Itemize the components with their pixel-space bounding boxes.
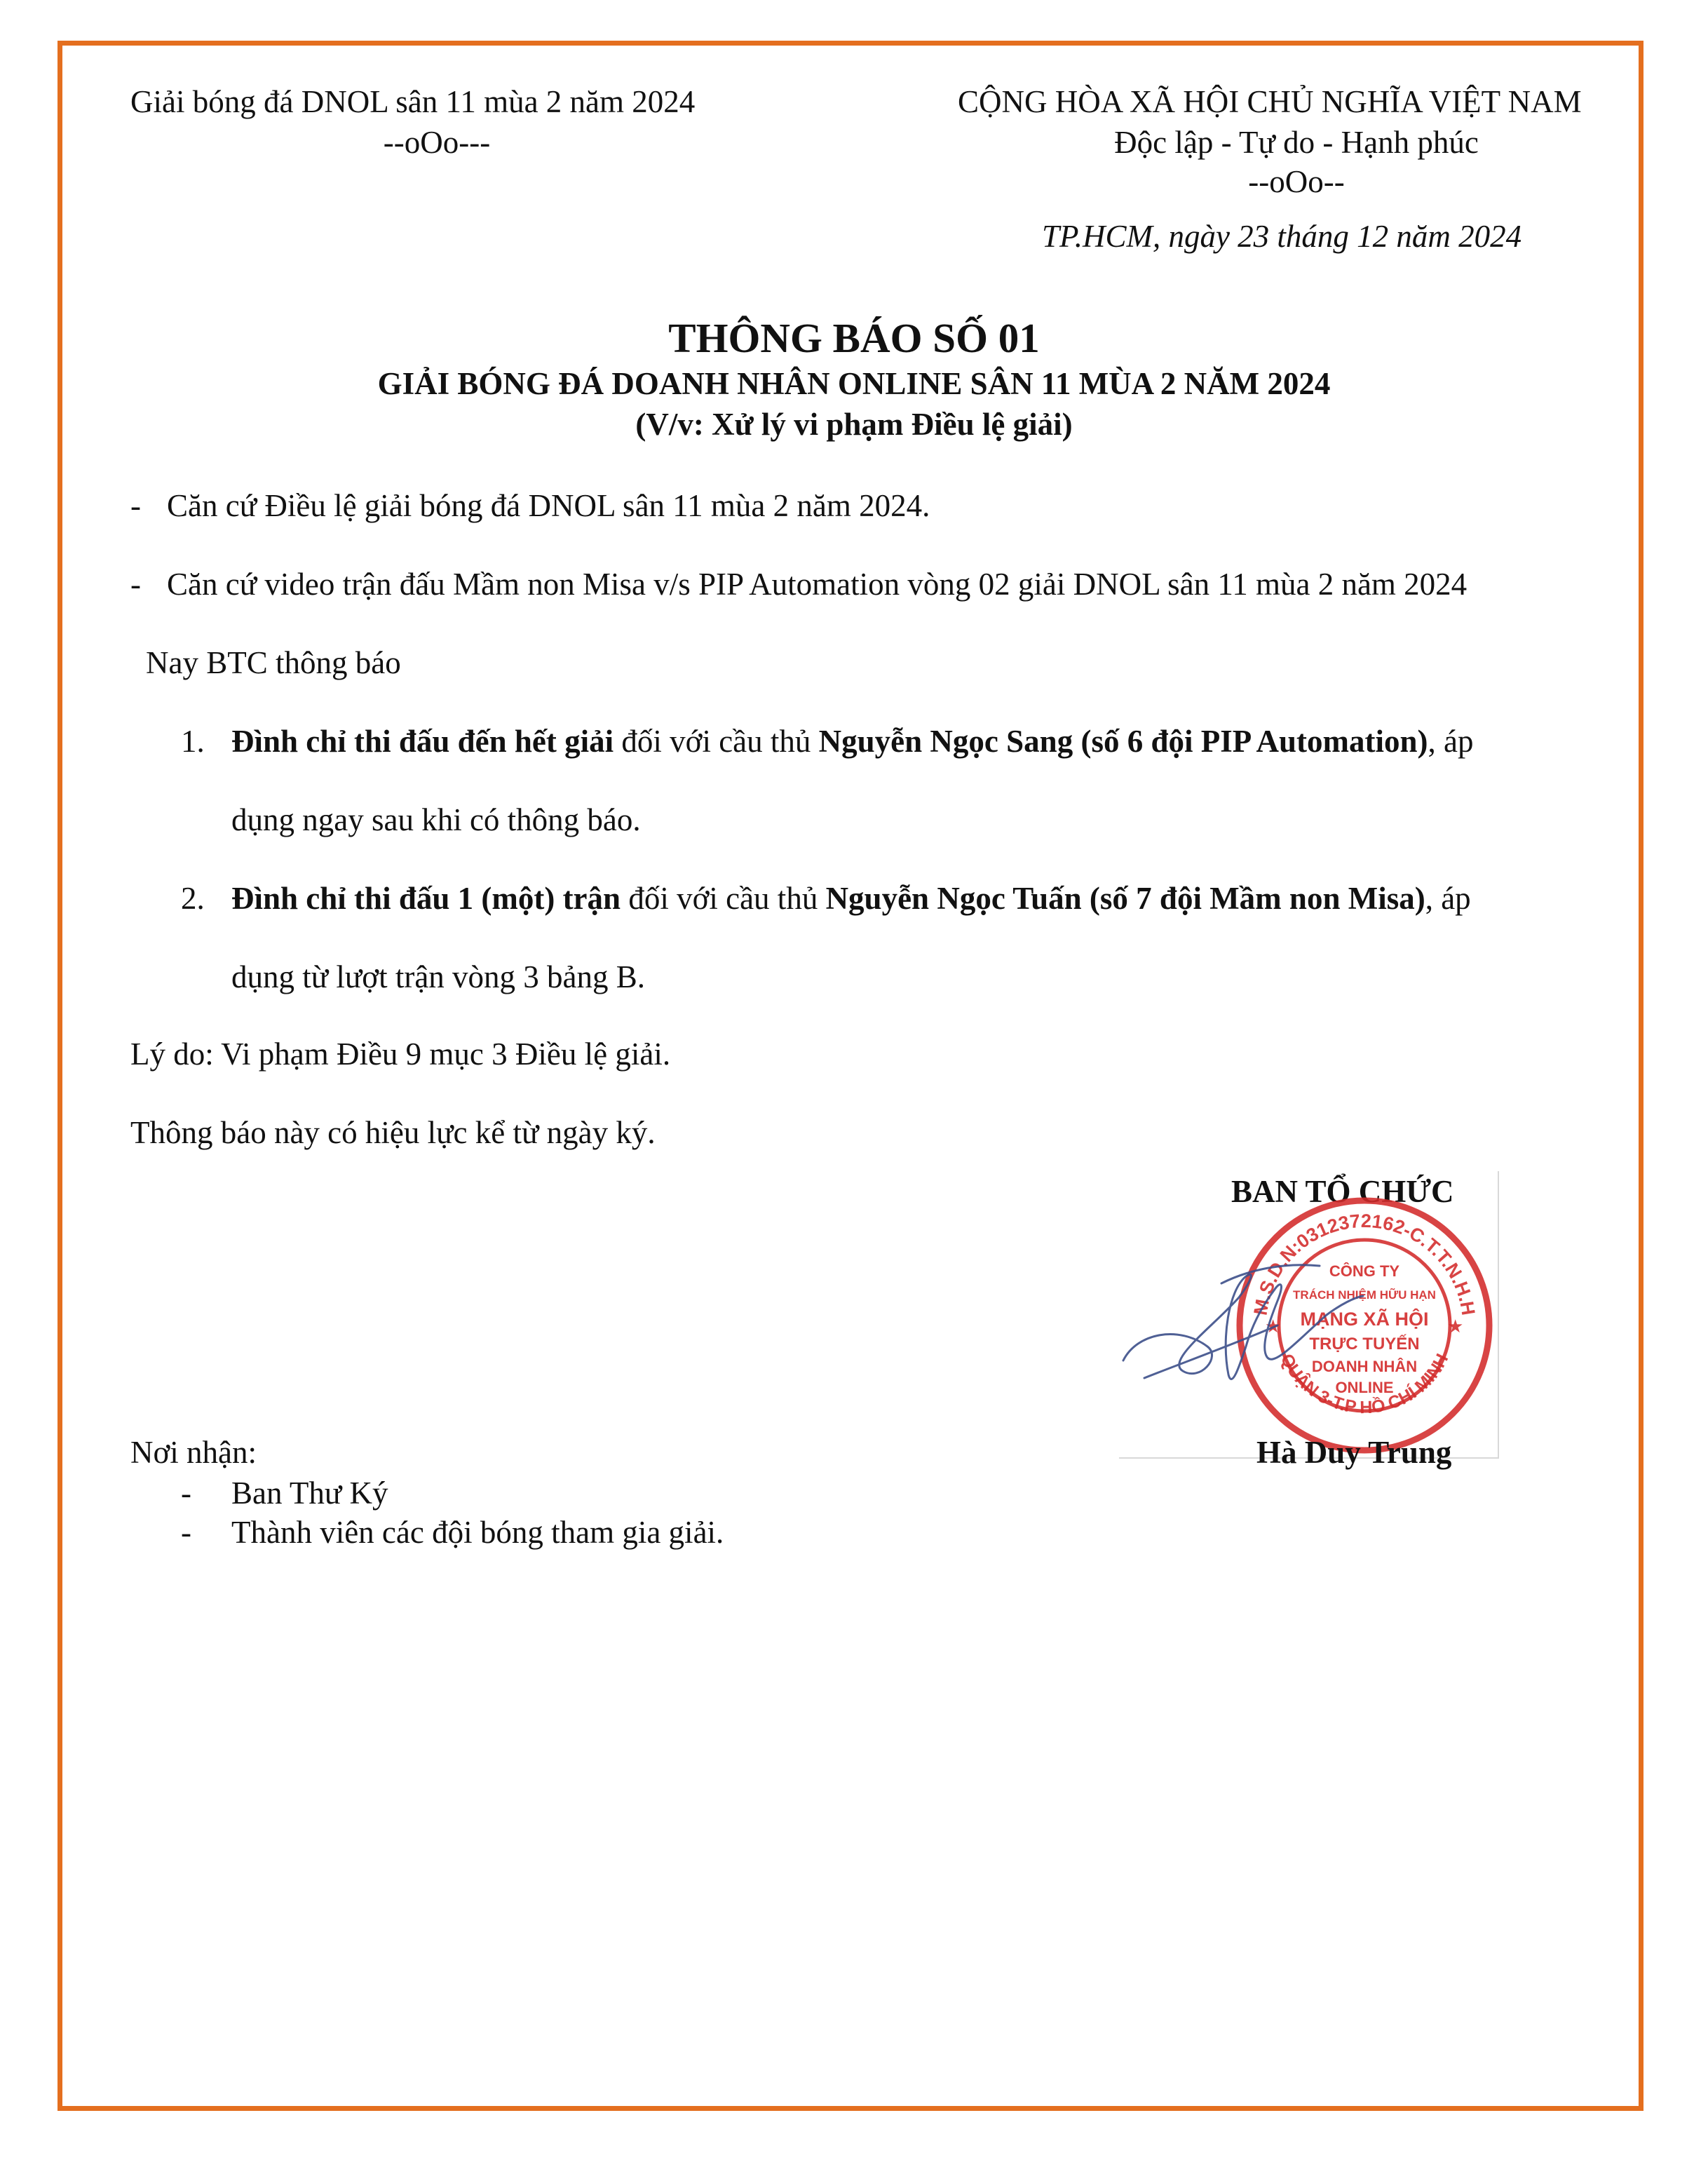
decision-tail: , áp <box>1425 881 1471 916</box>
seal-line: MẠNG XÃ HỘI <box>1300 1309 1429 1330</box>
dash-mark: - <box>181 1515 191 1550</box>
seal-ring-bottom: QUẬN 3-T.P HỒ CHÍ MINH <box>1276 1350 1453 1418</box>
basis-text: Căn cứ Điều lệ giải bóng đá DNOL sân 11 mùa 2 năm 2024. <box>167 488 930 523</box>
recipients-label: Nơi nhận: <box>130 1435 257 1470</box>
effective-text: Thông báo này có hiệu lực kể từ ngày ký. <box>130 1115 656 1150</box>
basis-text: Căn cứ video trận đấu Mầm non Misa v/s PIP Automation vòng 02 giải DNOL sân 11 mùa 2 năm 2024 <box>167 567 1468 602</box>
basis-item <box>130 565 1467 603</box>
national-motto: Độc lập - Tự do - Hạnh phúc <box>1114 125 1479 160</box>
decision-line2: dụng từ lượt trận vòng 3 bảng B. <box>231 959 646 994</box>
handwritten-signature <box>1116 1241 1369 1410</box>
basis-item <box>130 487 930 525</box>
signing-org: BAN TỔ CHỨC <box>1231 1174 1454 1209</box>
recipient-item <box>181 1474 388 1512</box>
decision-number: 1. <box>181 724 205 759</box>
dash-mark: - <box>130 488 141 523</box>
organizer-separator: --oOo--- <box>383 125 491 160</box>
recipient-item <box>181 1513 724 1551</box>
seal-line: DOANH NHÂN <box>1311 1358 1418 1375</box>
decision-line2: dụng ngay sau khi có thông báo. <box>231 802 641 837</box>
recipient-text: Ban Thư Ký <box>231 1476 388 1511</box>
decision-mid: đối với cầu thủ <box>621 881 826 916</box>
seal-line: CÔNG TY <box>1329 1262 1400 1280</box>
dash-mark: - <box>181 1476 191 1511</box>
national-separator: --oOo-- <box>1248 164 1345 199</box>
decision-number: 2. <box>181 881 205 916</box>
date-line: TP.HCM, ngày 23 tháng 12 năm 2024 <box>1042 219 1522 254</box>
seal-line: TRỰC TUYẾN <box>1309 1335 1420 1353</box>
national-title: CỘNG HÒA XÃ HỘI CHỦ NGHĨA VIỆT NAM <box>958 84 1582 119</box>
decision-item <box>181 879 1471 917</box>
reason-text: Lý do: Vi phạm Điều 9 mục 3 Điều lệ giải. <box>130 1037 671 1072</box>
intro-text: Nay BTC thông báo <box>146 645 401 680</box>
decision-penalty: Đình chỉ thi đấu 1 (một) trận <box>231 881 621 916</box>
decision-mid: đối với cầu thủ <box>614 724 819 759</box>
seal-star-icon: ★ <box>1265 1316 1282 1337</box>
organizer-name: Giải bóng đá DNOL sân 11 mùa 2 năm 2024 <box>130 84 696 119</box>
recipient-text: Thành viên các đội bóng tham gia giải. <box>231 1515 724 1550</box>
notice-title: THÔNG BÁO SỐ 01 <box>668 315 1040 361</box>
seal-line: TRÁCH NHIỆM HỮU HẠN <box>1293 1288 1436 1302</box>
seal-line: ONLINE <box>1335 1379 1394 1396</box>
decision-tail: , áp <box>1428 724 1474 759</box>
notice-subtitle: GIẢI BÓNG ĐÁ DOANH NHÂN ONLINE SÂN 11 MÙA 2 NĂM 2024 <box>377 366 1331 401</box>
decision-penalty: Đình chỉ thi đấu đến hết giải <box>231 724 614 759</box>
decision-item <box>181 722 1473 760</box>
dash-mark: - <box>130 567 141 602</box>
seal-ring-top: M.S.D.N:0312372162-C.T.T.N.H.H <box>1249 1210 1479 1317</box>
signer-name: Hà Duy Trung <box>1256 1435 1452 1470</box>
seal-star-icon: ★ <box>1447 1316 1464 1337</box>
notice-regarding: (V/v: Xử lý vi phạm Điều lệ giải) <box>635 407 1073 442</box>
decision-player: Nguyễn Ngọc Sang (số 6 đội PIP Automation) <box>818 724 1428 759</box>
decision-player: Nguyễn Ngọc Tuấn (số 7 đội Mầm non Misa) <box>825 881 1425 916</box>
